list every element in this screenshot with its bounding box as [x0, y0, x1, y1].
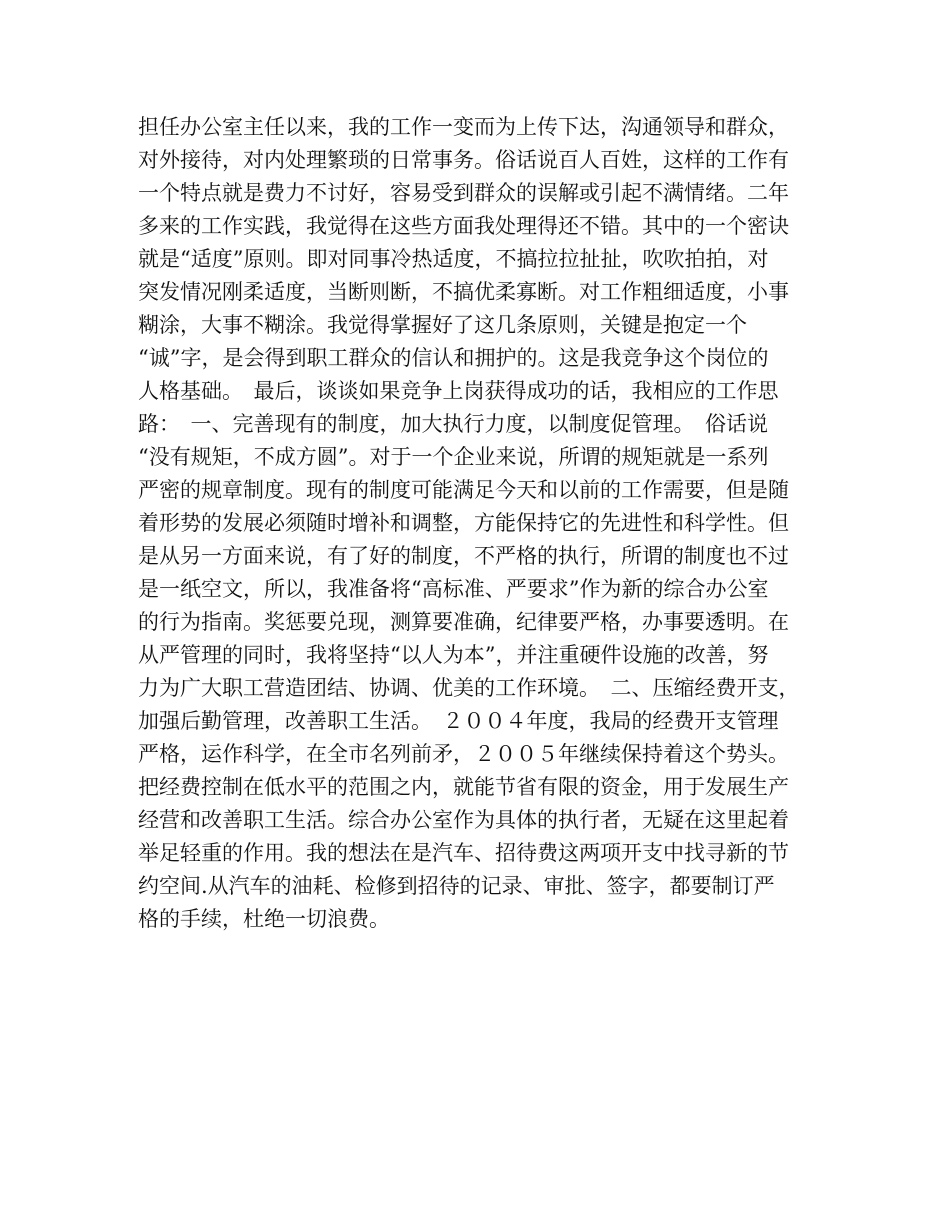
text-line: 糊涂，大事不糊涂。我觉得掌握好了这几条原则，关键是抱定一个	[138, 313, 747, 337]
text-line: 约空间.从汽车的油耗、检修到招待的记录、审批、签字，都要制订严	[138, 874, 775, 898]
text-line: 担任办公室主任以来，我的工作一变而为上传下达，沟通领导和群众，	[138, 115, 789, 139]
text-line: 路： 一、完善现有的制度，加大执行力度，以制度促管理。 俗话说	[138, 412, 768, 436]
text-line: 的行为指南。奖惩要兑现，测算要准确，纪律要严格，办事要透明。在	[138, 610, 789, 634]
text-line: 严密的规章制度。现有的制度可能满足今天和以前的工作需要，但是随	[138, 478, 789, 502]
text-line: “诚”字，是会得到职工群众的信认和拥护的。这是我竞争这个岗位的	[138, 346, 769, 370]
body-text	[138, 111, 828, 936]
text-line: 是从另一方面来说，有了好的制度，不严格的执行，所谓的制度也不过	[138, 544, 789, 568]
text-line: 就是“适度”原则。即对同事冷热适度，不搞拉拉扯扯，吹吹拍拍，对	[138, 247, 769, 271]
text-line: “没有规矩，不成方圆”。对于一个企业来说，所谓的规矩就是一系列	[138, 445, 769, 469]
text-line: 从严管理的同时，我将坚持“以人为本”，并注重硬件设施的改善，努	[138, 643, 769, 667]
text-line: 力为广大职工营造团结、协调、优美的工作环境。 二、压缩经费开支，	[138, 676, 800, 700]
text-line: 对外接待，对内处理繁琐的日常事务。俗话说百人百姓，这样的工作有	[138, 148, 789, 172]
text-line: 人格基础。 最后，谈谈如果竞争上岗获得成功的话，我相应的工作思	[138, 379, 779, 403]
text-line: 经营和改善职工生活。综合办公室作为具体的执行者，无疑在这里起着	[138, 808, 789, 832]
text-line: 着形势的发展必须随时增补和调整，方能保持它的先进性和科学性。但	[138, 511, 789, 535]
text-line: 严格，运作科学，在全市名列前矛，２００５年继续保持着这个势头。	[138, 742, 789, 766]
text-line: 突发情况刚柔适度，当断则断，不搞优柔寡断。对工作粗细适度，小事	[138, 280, 789, 304]
text-line: 一个特点就是费力不讨好，容易受到群众的误解或引起不满情绪。二年	[138, 181, 789, 205]
text-line: 加强后勤管理，改善职工生活。 ２００４年度，我局的经费开支管理	[138, 709, 779, 733]
text-line: 格的手续，杜绝一切浪费。	[138, 907, 390, 931]
text-line: 把经费控制在低水平的范围之内，就能节省有限的资金，用于发展生产	[138, 775, 789, 799]
text-line: 举足轻重的作用。我的想法在是汽车、招待费这两项开支中找寻新的节	[138, 841, 789, 865]
text-line: 多来的工作实践，我觉得在这些方面我处理得还不错。其中的一个密诀	[138, 214, 789, 238]
text-line: 是一纸空文，所以，我准备将“高标准、严要求”作为新的综合办公室	[138, 577, 769, 601]
